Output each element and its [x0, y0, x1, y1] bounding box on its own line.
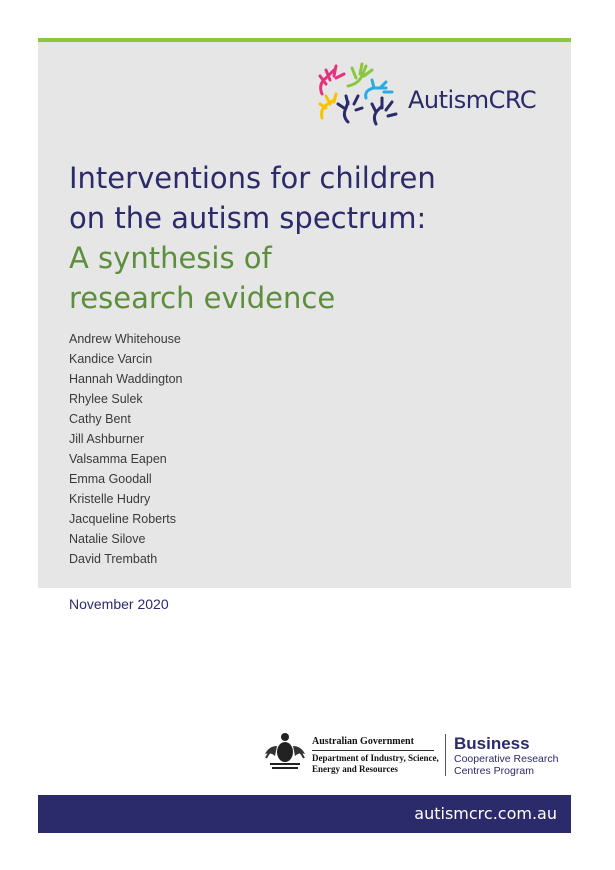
hand-navy-2-icon: [372, 98, 396, 124]
department-line-1: Department of Industry, Science,: [312, 753, 439, 763]
title-line-3: A synthesis of: [69, 241, 272, 275]
website-link[interactable]: autismcrc.com.au: [414, 804, 557, 823]
hand-green-icon: [348, 64, 372, 86]
author: Jill Ashburner: [69, 432, 145, 446]
business-crc-logo: [454, 734, 558, 777]
author: Jacqueline Roberts: [69, 512, 177, 526]
business-subtitle-2: Centres Program: [454, 765, 534, 777]
government-branding: [262, 728, 582, 778]
author: Emma Goodall: [69, 472, 152, 486]
hand-blue-icon: [366, 80, 392, 98]
author-list: [69, 329, 183, 569]
autism-crc-logo: [308, 56, 548, 128]
hand-navy-icon: [338, 96, 362, 122]
hand-yellow-icon: [320, 94, 336, 118]
hand-pink-icon: [320, 66, 344, 94]
author: Natalie Silove: [69, 532, 146, 546]
report-title: [69, 158, 436, 318]
title-line-1: Interventions for children: [69, 161, 436, 195]
cover-panel: [38, 38, 571, 588]
business-title: Business: [454, 734, 530, 753]
author: Rhylee Sulek: [69, 392, 143, 406]
title-line-4: research evidence: [69, 281, 336, 315]
coat-of-arms-icon: [262, 728, 308, 772]
publication-date: November 2020: [69, 596, 169, 612]
author: Cathy Bent: [69, 412, 131, 426]
author: Valsamma Eapen: [69, 452, 167, 466]
department-line-2: Energy and Resources: [312, 764, 398, 774]
government-name: Australian Government: [312, 736, 414, 747]
government-divider: [312, 750, 434, 751]
author: Hannah Waddington: [69, 372, 183, 386]
hands-logo-icon: [308, 56, 408, 128]
business-subtitle-1: Cooperative Research: [454, 753, 559, 765]
title-line-2: on the autism spectrum:: [69, 201, 427, 235]
author: Kandice Varcin: [69, 352, 153, 366]
logo-divider: [445, 734, 446, 776]
footer-bar: [38, 795, 571, 833]
logo-text: AutismCRC: [408, 86, 537, 114]
author: David Trembath: [69, 552, 158, 566]
department-name: [312, 753, 442, 775]
author: Kristelle Hudry: [69, 492, 151, 506]
author: Andrew Whitehouse: [69, 332, 181, 346]
